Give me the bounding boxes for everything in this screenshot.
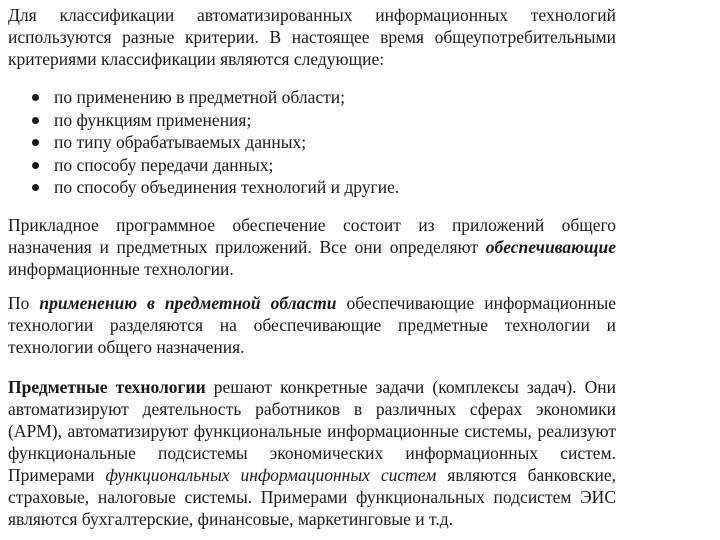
subject-technologies-paragraph bbox=[8, 376, 616, 530]
subject-technologies-tail: являются банковские, страховые, налоговые системы. Примерами функциональных подсистем ЭИС являются бухгалтерские, финансовые, маркетинговые и т.д. bbox=[8, 465, 616, 529]
list-item bbox=[8, 176, 616, 199]
list-item bbox=[8, 131, 616, 154]
bullet-icon bbox=[32, 94, 39, 101]
intro-text: Для классификации автоматизированных информационных технологий используются разные критерии. В настоящее время общеупотребительными критериями классификации являются следующие: bbox=[8, 5, 616, 69]
list-item bbox=[8, 109, 616, 132]
subject-technologies-term: Предметные технологии bbox=[8, 377, 206, 397]
applied-software-paragraph bbox=[8, 214, 616, 280]
supporting-term: обеспечивающие bbox=[485, 237, 616, 257]
list-item bbox=[8, 86, 616, 109]
subject-technologies-text: решают конкретные задачи (комплексы задач). Они автоматизируют деятельность работников в различных сферах экономики (АРМ), автоматизируют функциональные информационные системы, реализуют функциональные подсистемы экономических информационных систем. Примерами bbox=[8, 377, 616, 485]
list-item-text: по способу объединения технологий и другие. bbox=[54, 177, 400, 197]
applied-software-tail: информационные технологии. bbox=[8, 259, 234, 279]
application-paragraph bbox=[8, 292, 616, 358]
application-lead: По bbox=[8, 293, 40, 313]
list-item-text: по способу передачи данных; bbox=[54, 154, 274, 175]
bullet-icon bbox=[32, 184, 39, 191]
bullet-icon bbox=[32, 117, 39, 124]
list-item bbox=[8, 154, 616, 177]
bullet-icon bbox=[32, 139, 39, 146]
application-text: обеспечивающие информационные технологии разделяются на обеспечивающие предметные технологии и технологии общего назначения. bbox=[8, 293, 616, 357]
list-item-text: по типу обрабатываемых данных; bbox=[54, 132, 307, 152]
functional-systems-term: функциональных информационных систем bbox=[105, 465, 437, 485]
bullet-icon bbox=[32, 162, 39, 169]
list-item-text: по функциям применения; bbox=[54, 109, 252, 130]
subject-area-term: применению в предметной области bbox=[39, 293, 337, 313]
list-item-text: по применению в предметной области; bbox=[54, 87, 346, 107]
intro-paragraph bbox=[8, 4, 616, 70]
criteria-list bbox=[8, 86, 616, 199]
applied-software-text: Прикладное программное обеспечение состоит из приложений общего назначения и предметных приложений. Все они определяют bbox=[8, 215, 616, 257]
